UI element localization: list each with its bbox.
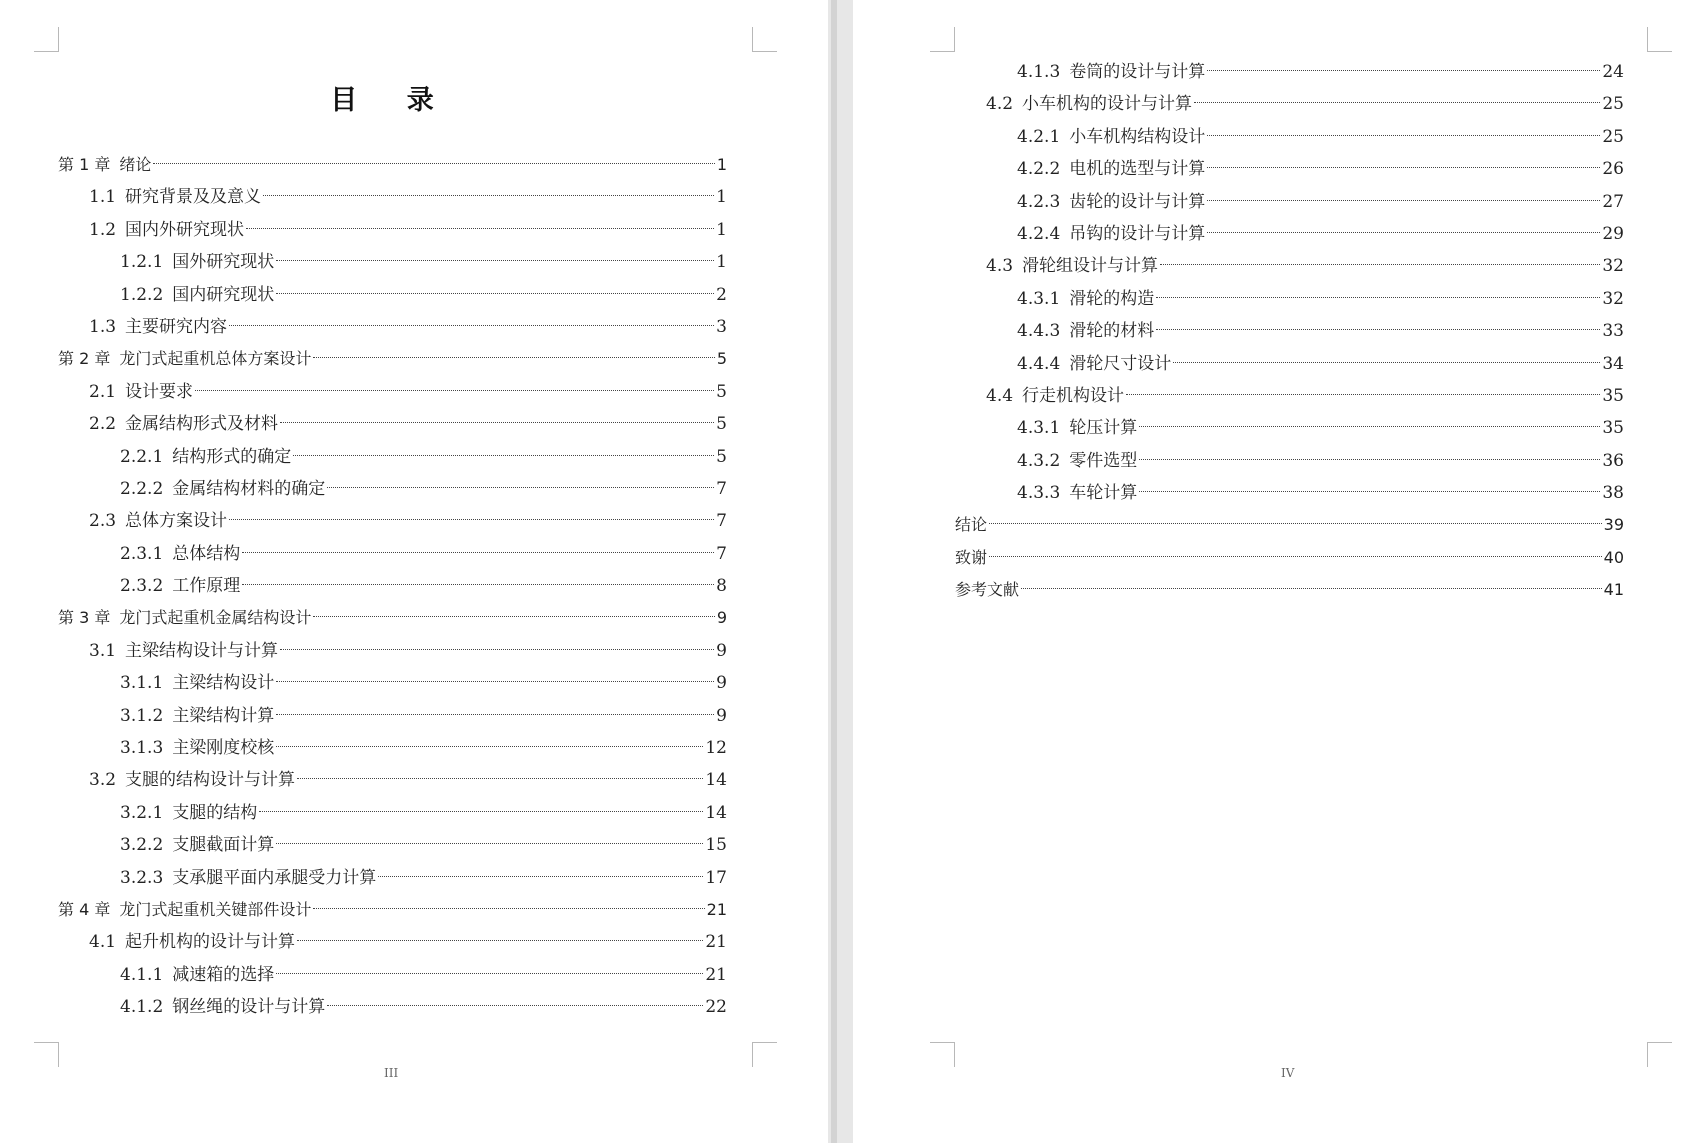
toc-entry-title: 滑轮组设计与计算 xyxy=(1022,256,1159,277)
toc-list-right xyxy=(955,56,1624,607)
toc-entry[interactable] xyxy=(955,445,1624,477)
document-page-left xyxy=(0,0,828,1143)
toc-dot-leader xyxy=(280,649,714,650)
toc-dot-leader xyxy=(1207,167,1600,168)
toc-entry-title: 支腿的结构设计与计算 xyxy=(125,770,296,791)
toc-entry-page: 33 xyxy=(1602,321,1624,342)
toc-entry-title: 致谢 xyxy=(955,547,988,567)
toc-entry[interactable] xyxy=(955,56,1624,88)
toc-entry[interactable] xyxy=(58,505,727,537)
toc-entry-title: 起升机构的设计与计算 xyxy=(125,932,296,953)
toc-entry-title: 国内外研究现状 xyxy=(125,219,245,240)
toc-entry-page: 40 xyxy=(1603,547,1624,567)
toc-entry-number: 4.1 xyxy=(89,932,117,953)
toc-entry[interactable] xyxy=(58,538,727,570)
toc-entry-number: 4.1.2 xyxy=(120,997,164,1018)
toc-entry-number: 第 2 章 xyxy=(58,349,111,369)
toc-dot-leader xyxy=(276,973,703,974)
toc-dot-leader xyxy=(153,163,714,164)
toc-dot-leader xyxy=(280,422,714,423)
toc-entry-number: 3.1.3 xyxy=(120,738,164,759)
toc-dot-leader xyxy=(229,519,714,520)
toc-entry[interactable] xyxy=(955,88,1624,120)
toc-entry[interactable] xyxy=(955,250,1624,282)
toc-dot-leader xyxy=(1173,362,1600,363)
toc-entry[interactable] xyxy=(58,570,727,602)
toc-entry-number: 3.2 xyxy=(89,770,117,791)
toc-entry-number: 3.2.3 xyxy=(120,867,164,888)
crop-mark-bottom-left xyxy=(930,1042,955,1067)
toc-entry-number: 2.3 xyxy=(89,511,117,532)
toc-entry-page: 35 xyxy=(1602,418,1624,439)
toc-entry[interactable] xyxy=(955,477,1624,509)
toc-entry-page: 1 xyxy=(716,252,727,273)
toc-entry-title: 卷筒的设计与计算 xyxy=(1069,62,1206,82)
toc-entry[interactable] xyxy=(955,283,1624,315)
toc-entry-title: 金属结构形式及材料 xyxy=(125,414,279,435)
toc-entry-page: 12 xyxy=(705,738,727,759)
toc-entry[interactable] xyxy=(58,991,727,1023)
toc-entry-page: 22 xyxy=(705,997,727,1018)
toc-dot-leader xyxy=(263,195,714,196)
toc-entry-title: 总体结构 xyxy=(172,543,241,564)
toc-entry-title: 龙门式起重机金属结构设计 xyxy=(119,608,312,628)
toc-entry-page: 21 xyxy=(705,932,727,953)
toc-entry[interactable] xyxy=(955,412,1624,444)
toc-entry-title: 主要研究内容 xyxy=(125,316,228,337)
toc-entry[interactable] xyxy=(955,315,1624,347)
toc-dot-leader xyxy=(242,584,714,585)
toc-entry-page: 34 xyxy=(1602,353,1624,374)
toc-dot-leader xyxy=(1126,394,1600,395)
toc-dot-leader xyxy=(297,778,703,779)
toc-entry-title: 零件选型 xyxy=(1069,450,1138,471)
page-number: IV xyxy=(1281,1066,1295,1080)
toc-entry-number: 4.4.4 xyxy=(1017,353,1061,374)
toc-entry-page: 14 xyxy=(705,802,727,823)
toc-dot-leader xyxy=(276,714,714,715)
toc-entry[interactable] xyxy=(58,279,727,311)
toc-entry-title: 滑轮尺寸设计 xyxy=(1069,353,1172,374)
toc-entry-page: 5 xyxy=(716,381,727,402)
toc-dot-leader xyxy=(1207,200,1600,201)
toc-entry-number: 2.1 xyxy=(89,381,117,402)
toc-entry-title: 总体方案设计 xyxy=(125,511,228,532)
toc-entry-title: 结论 xyxy=(955,515,988,535)
toc-dot-leader xyxy=(229,325,714,326)
toc-entry[interactable] xyxy=(58,473,727,505)
toc-entry-title: 工作原理 xyxy=(172,576,241,597)
crop-mark-top-left xyxy=(34,27,59,52)
toc-dot-leader xyxy=(1021,588,1602,589)
toc-entry[interactable] xyxy=(58,862,727,894)
toc-entry[interactable] xyxy=(58,149,727,181)
toc-dot-leader xyxy=(1139,459,1600,460)
toc-entry-number: 4.2.3 xyxy=(1017,191,1061,212)
toc-entry-page: 7 xyxy=(716,478,727,499)
toc-entry-page: 9 xyxy=(716,608,727,628)
toc-entry[interactable] xyxy=(58,764,727,796)
toc-entry-number: 4.2 xyxy=(986,94,1014,115)
toc-entry-number: 第 4 章 xyxy=(58,899,111,919)
toc-entry-page: 36 xyxy=(1602,450,1624,471)
toc-dot-leader xyxy=(313,357,714,358)
toc-entry-title: 主梁结构设计 xyxy=(172,673,275,694)
toc-entry-title: 滑轮的构造 xyxy=(1069,288,1155,309)
toc-dot-leader xyxy=(989,523,1602,524)
toc-entry-number: 3.1 xyxy=(89,640,117,661)
toc-entry[interactable] xyxy=(58,894,727,926)
toc-entry-page: 21 xyxy=(705,964,727,985)
toc-entry[interactable] xyxy=(955,574,1624,606)
toc-dot-leader xyxy=(313,908,704,909)
toc-entry-number: 第 1 章 xyxy=(58,155,111,174)
toc-entry-page: 7 xyxy=(716,543,727,564)
toc-entry-number: 1.2.1 xyxy=(120,252,164,273)
crop-mark-top-left xyxy=(930,27,955,52)
toc-entry-page: 14 xyxy=(705,770,727,791)
toc-dot-leader xyxy=(378,876,703,877)
toc-entry-title: 主梁结构计算 xyxy=(172,705,275,726)
toc-entry[interactable] xyxy=(58,246,727,278)
toc-entry-page: 7 xyxy=(716,511,727,532)
toc-entry-title: 支腿的结构 xyxy=(172,802,258,823)
toc-dot-leader xyxy=(276,843,703,844)
toc-dot-leader xyxy=(1139,491,1600,492)
toc-entry-page: 17 xyxy=(705,867,727,888)
toc-entry-number: 2.2 xyxy=(89,414,117,435)
toc-dot-leader xyxy=(276,746,703,747)
toc-dot-leader xyxy=(1156,329,1600,330)
toc-entry[interactable] xyxy=(58,376,727,408)
toc-entry-number: 4.4.3 xyxy=(1017,321,1061,342)
toc-entry[interactable] xyxy=(58,959,727,991)
toc-dot-leader xyxy=(327,487,714,488)
toc-dot-leader xyxy=(297,940,703,941)
toc-dot-leader xyxy=(276,260,714,261)
toc-entry-number: 4.2.4 xyxy=(1017,223,1061,244)
toc-list-left xyxy=(58,149,727,1024)
toc-entry-title: 龙门式起重机关键部件设计 xyxy=(119,899,312,919)
toc-entry-number: 2.3.1 xyxy=(120,543,164,564)
toc-entry-title: 车轮计算 xyxy=(1069,483,1138,504)
toc-dot-leader xyxy=(1194,102,1600,103)
toc-entry-number: 4.4 xyxy=(986,385,1014,406)
toc-entry-number: 1.3 xyxy=(89,316,117,337)
toc-entry-title: 结构形式的确定 xyxy=(172,446,292,467)
toc-title: 目 录 xyxy=(330,85,454,116)
toc-entry-page: 9 xyxy=(716,673,727,694)
toc-entry-number: 4.2.2 xyxy=(1017,159,1061,180)
toc-entry[interactable] xyxy=(955,218,1624,250)
toc-entry-page: 38 xyxy=(1602,483,1624,504)
toc-entry-number: 4.3.3 xyxy=(1017,483,1061,504)
toc-entry-page: 27 xyxy=(1602,191,1624,212)
toc-entry-title: 支承腿平面内承腿受力计算 xyxy=(172,867,377,888)
toc-entry-number: 4.2.1 xyxy=(1017,126,1061,147)
toc-entry-page: 9 xyxy=(716,640,727,661)
toc-entry[interactable] xyxy=(58,926,727,958)
toc-entry-page: 32 xyxy=(1602,288,1624,309)
toc-entry-title: 研究背景及及意义 xyxy=(125,187,262,208)
toc-entry-page: 24 xyxy=(1602,62,1624,82)
toc-dot-leader xyxy=(1139,426,1600,427)
toc-entry-number: 4.3 xyxy=(986,256,1014,277)
toc-entry-page: 1 xyxy=(716,187,727,208)
toc-entry-page: 25 xyxy=(1602,94,1624,115)
toc-entry-page: 32 xyxy=(1602,256,1624,277)
toc-entry-number: 1.2.2 xyxy=(120,284,164,305)
toc-dot-leader xyxy=(327,1005,703,1006)
toc-entry-number: 3.1.2 xyxy=(120,705,164,726)
toc-entry-title: 电机的选型与计算 xyxy=(1069,159,1206,180)
toc-entry-title: 行走机构设计 xyxy=(1022,385,1125,406)
toc-entry[interactable] xyxy=(955,542,1624,574)
toc-entry-title: 吊钩的设计与计算 xyxy=(1069,223,1206,244)
toc-entry-page: 1 xyxy=(716,155,727,174)
toc-entry[interactable] xyxy=(58,667,727,699)
toc-entry[interactable] xyxy=(955,348,1624,380)
toc-entry-page: 29 xyxy=(1602,223,1624,244)
toc-entry[interactable] xyxy=(58,829,727,861)
toc-entry[interactable] xyxy=(955,121,1624,153)
toc-entry-title: 国外研究现状 xyxy=(172,252,275,273)
toc-entry[interactable] xyxy=(955,186,1624,218)
toc-entry-number: 1.1 xyxy=(89,187,117,208)
toc-dot-leader xyxy=(246,228,714,229)
toc-entry-number: 1.2 xyxy=(89,219,117,240)
toc-entry[interactable] xyxy=(58,311,727,343)
toc-entry-title: 主梁刚度校核 xyxy=(172,738,275,759)
toc-entry[interactable] xyxy=(58,343,727,375)
toc-entry-page: 5 xyxy=(716,414,727,435)
toc-entry-title: 金属结构材料的确定 xyxy=(172,478,326,499)
toc-entry-number: 4.1.3 xyxy=(1017,62,1061,82)
toc-entry[interactable] xyxy=(955,153,1624,185)
toc-entry-title: 轮压计算 xyxy=(1069,418,1138,439)
toc-entry-title: 小车机构结构设计 xyxy=(1069,126,1206,147)
crop-mark-top-right xyxy=(752,27,777,52)
toc-entry-title: 绪论 xyxy=(119,155,152,174)
page-number: III xyxy=(384,1066,399,1080)
toc-entry-number: 4.1.1 xyxy=(120,964,164,985)
toc-entry-page: 26 xyxy=(1602,159,1624,180)
toc-entry-number: 2.3.2 xyxy=(120,576,164,597)
toc-entry-page: 2 xyxy=(716,284,727,305)
toc-entry[interactable] xyxy=(58,635,727,667)
gutter-divider xyxy=(831,0,837,1143)
toc-entry-title: 设计要求 xyxy=(125,381,194,402)
toc-entry[interactable] xyxy=(955,380,1624,412)
toc-entry-title: 滑轮的材料 xyxy=(1069,321,1155,342)
toc-entry-number: 4.3.1 xyxy=(1017,418,1061,439)
toc-entry-number: 第 3 章 xyxy=(58,608,111,628)
toc-entry-title: 小车机构的设计与计算 xyxy=(1022,94,1193,115)
toc-entry-title: 齿轮的设计与计算 xyxy=(1069,191,1206,212)
toc-entry-page: 5 xyxy=(716,446,727,467)
toc-dot-leader xyxy=(313,616,714,617)
toc-entry-page: 21 xyxy=(706,899,727,919)
toc-entry-page: 41 xyxy=(1603,580,1624,600)
toc-entry-page: 8 xyxy=(716,576,727,597)
toc-entry[interactable] xyxy=(58,797,727,829)
toc-entry-page: 5 xyxy=(716,349,727,369)
toc-dot-leader xyxy=(1207,135,1600,136)
toc-dot-leader xyxy=(259,811,703,812)
toc-dot-leader xyxy=(1207,70,1600,71)
toc-entry[interactable] xyxy=(58,441,727,473)
toc-dot-leader xyxy=(1156,297,1600,298)
toc-entry-page: 15 xyxy=(705,835,727,856)
toc-entry[interactable] xyxy=(58,214,727,246)
crop-mark-top-right xyxy=(1647,27,1672,52)
toc-entry-title: 国内研究现状 xyxy=(172,284,275,305)
toc-entry-title: 主梁结构设计与计算 xyxy=(125,640,279,661)
toc-entry-number: 2.2.2 xyxy=(120,478,164,499)
toc-entry[interactable] xyxy=(58,181,727,213)
toc-entry-number: 3.2.2 xyxy=(120,835,164,856)
toc-dot-leader xyxy=(242,552,714,553)
toc-entry-title: 支腿截面计算 xyxy=(172,835,275,856)
toc-dot-leader xyxy=(276,681,714,682)
crop-mark-bottom-right xyxy=(752,1042,777,1067)
toc-dot-leader xyxy=(1160,264,1600,265)
toc-entry-page: 3 xyxy=(716,316,727,337)
toc-entry-number: 4.3.1 xyxy=(1017,288,1061,309)
toc-dot-leader xyxy=(293,455,714,456)
toc-entry[interactable] xyxy=(58,732,727,764)
crop-mark-bottom-right xyxy=(1647,1042,1672,1067)
toc-entry-title: 钢丝绳的设计与计算 xyxy=(172,997,326,1018)
toc-entry-page: 35 xyxy=(1602,385,1624,406)
toc-entry-page: 39 xyxy=(1603,515,1624,535)
crop-mark-bottom-left xyxy=(34,1042,59,1067)
toc-entry[interactable] xyxy=(58,408,727,440)
toc-entry-page: 25 xyxy=(1602,126,1624,147)
toc-dot-leader xyxy=(195,390,714,391)
toc-entry-title: 参考文献 xyxy=(955,580,1020,600)
toc-entry-title: 减速箱的选择 xyxy=(172,964,275,985)
toc-entry-number: 3.1.1 xyxy=(120,673,164,694)
toc-entry-title: 龙门式起重机总体方案设计 xyxy=(119,349,312,369)
toc-entry[interactable] xyxy=(58,602,727,634)
toc-entry-number: 3.2.1 xyxy=(120,802,164,823)
toc-entry[interactable] xyxy=(58,700,727,732)
toc-dot-leader xyxy=(989,556,1602,557)
toc-dot-leader xyxy=(1207,232,1600,233)
toc-dot-leader xyxy=(276,293,714,294)
toc-entry-number: 2.2.1 xyxy=(120,446,164,467)
toc-entry-number: 4.3.2 xyxy=(1017,450,1061,471)
toc-entry-page: 9 xyxy=(716,705,727,726)
toc-entry[interactable] xyxy=(955,509,1624,541)
toc-entry-page: 1 xyxy=(716,219,727,240)
